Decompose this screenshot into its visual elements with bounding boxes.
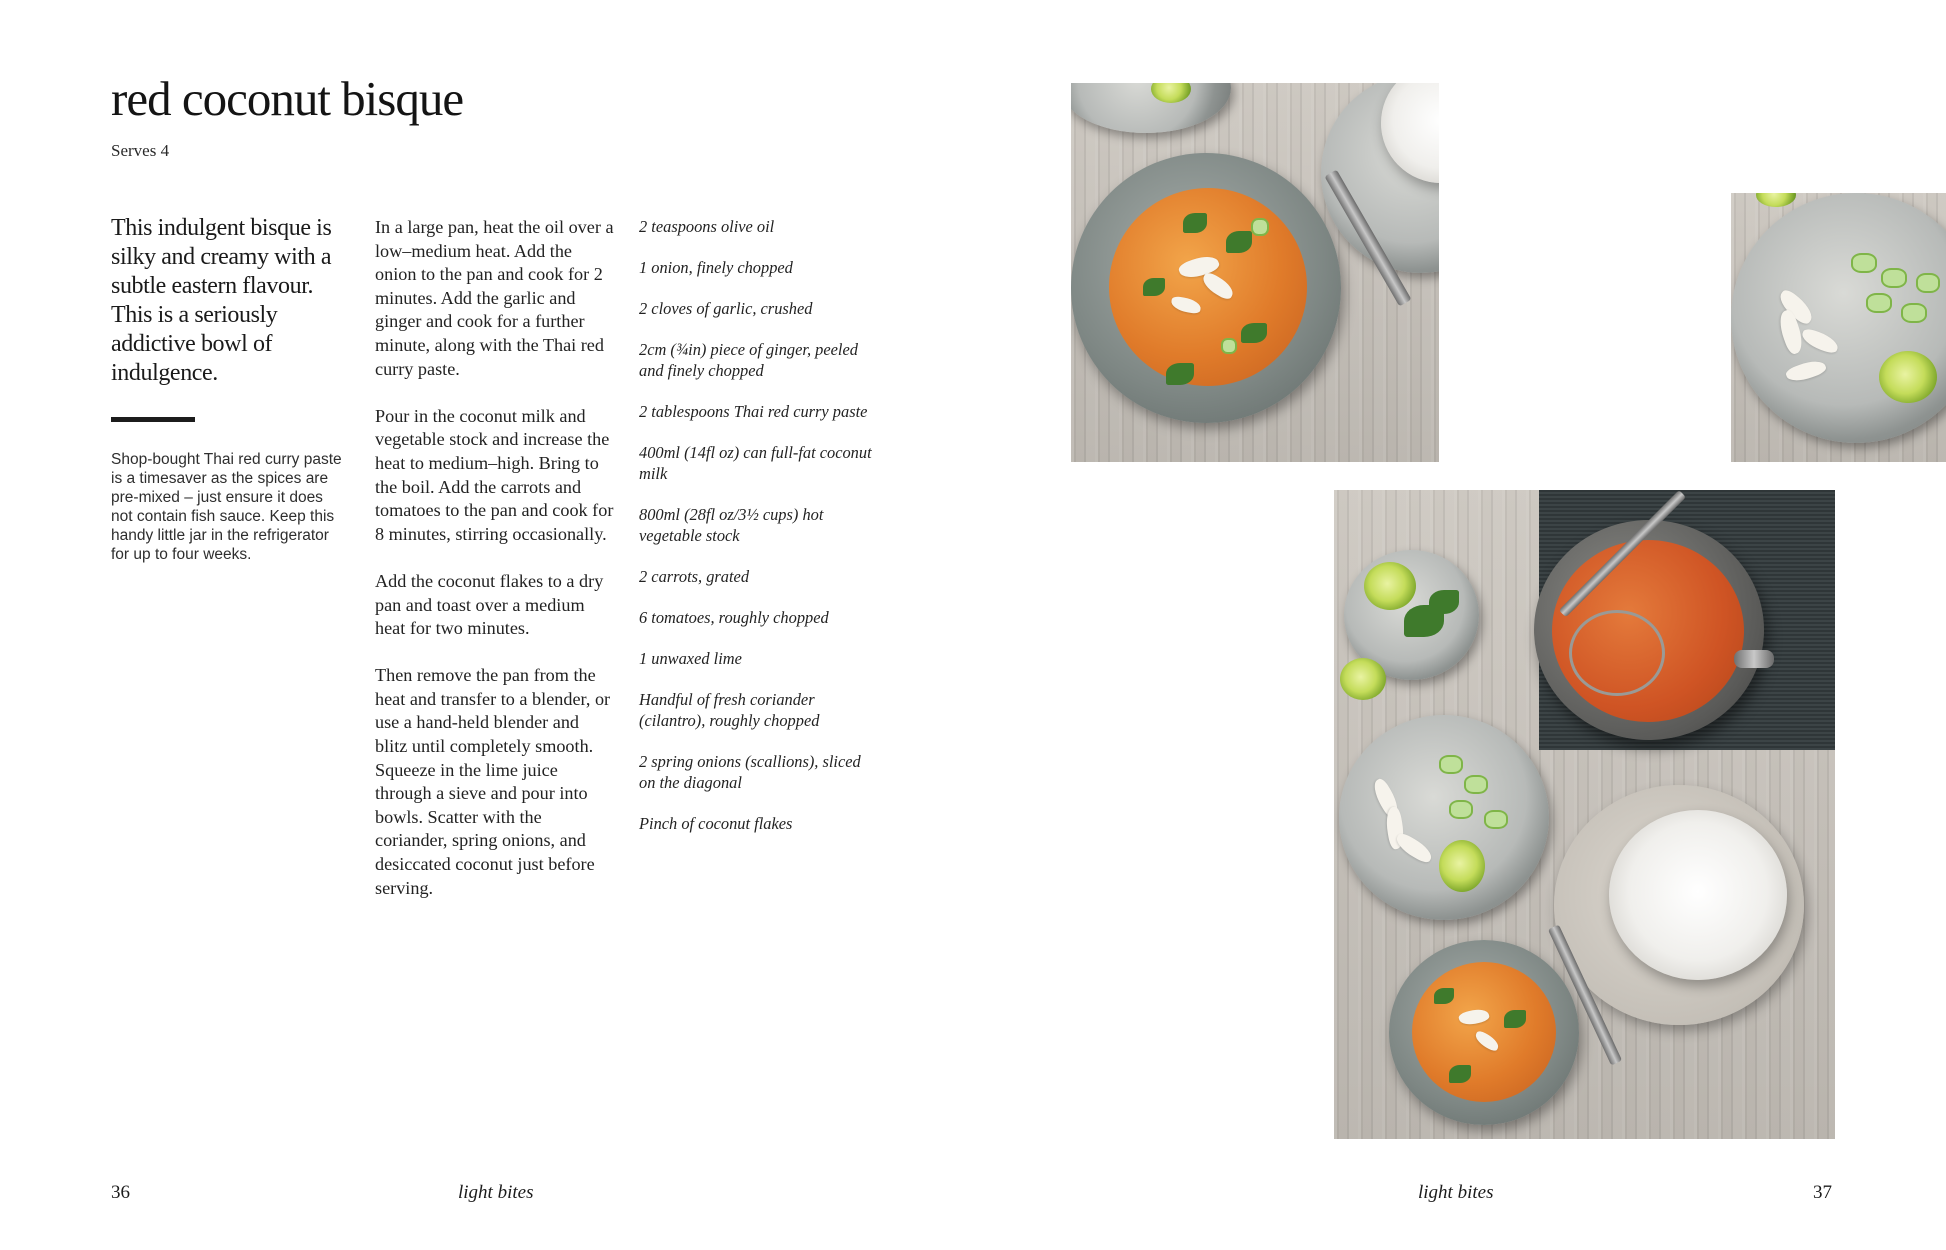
spring-onion-slice <box>1464 775 1488 794</box>
coriander-leaf <box>1434 988 1454 1004</box>
spring-onion-slice <box>1866 293 1892 313</box>
divider-rule <box>111 417 195 422</box>
coriander-leaf <box>1504 1010 1526 1028</box>
coriander-leaf <box>1226 231 1252 253</box>
ingredient-item: 2 cloves of garlic, crushed <box>639 299 813 318</box>
spring-onion-slice <box>1251 218 1269 236</box>
ingredient-item: 2 tablespoons Thai red curry paste <box>639 402 868 421</box>
page-number-left: 36 <box>111 1182 130 1203</box>
lime-icon <box>1340 658 1386 700</box>
ingredient-item: 1 onion, finely chopped <box>639 258 793 277</box>
ingredient-item: 800ml (28fl oz/3½ cups) hot vegetable stock <box>639 505 824 545</box>
ingredient-item: 2cm (¾in) piece of ginger, peeled and finely chopped <box>639 340 858 380</box>
running-head-right: light bites <box>1418 1182 1494 1203</box>
garnish-plate <box>1339 715 1549 920</box>
method-step: Pour in the coconut milk and vegetable stock and increase the heat to medium–high. Bring to the boil. Add the carrots and tomatoes to the pan and cook for 8 minutes, stirring occasionally. <box>375 405 614 544</box>
spring-onion-slice <box>1851 253 1877 273</box>
soup-bowl-photo <box>1071 83 1439 462</box>
lime-icon <box>1439 840 1485 892</box>
ingredient-item: 6 tomatoes, roughly chopped <box>639 608 829 627</box>
recipe-title: red coconut bisque <box>111 71 464 126</box>
pan-handle <box>1734 650 1774 668</box>
coriander-leaf <box>1429 590 1459 614</box>
ingredient-item: Handful of fresh coriander (cilantro), roughly chopped <box>639 690 820 730</box>
spring-onion-slice <box>1916 273 1940 293</box>
spring-onion-slice <box>1221 338 1237 354</box>
method-step: Then remove the pan from the heat and transfer to a blender, or use a hand-held blender and blitz until completely smooth. Squeeze in the lime juice through a sieve and pour into bowls. Scatter with the coriander, spring onions, and desiccated coconut just before serving. <box>375 665 611 898</box>
spring-onion-slice <box>1484 810 1508 829</box>
page-number-right: 37 <box>1813 1182 1832 1203</box>
spring-onion-slice <box>1881 268 1907 288</box>
ingredient-item: 2 spring onions (scallions), sliced on the diagonal <box>639 752 861 792</box>
table-spread-photo <box>1334 490 1835 1139</box>
ladle-bowl <box>1569 610 1665 696</box>
ingredient-item: 400ml (14fl oz) can full-fat coconut milk <box>639 443 872 483</box>
spring-onion-slice <box>1901 303 1927 323</box>
ingredients-list <box>639 216 879 854</box>
empty-bowl <box>1609 810 1787 980</box>
method-step: Add the coconut flakes to a dry pan and toast over a medium heat for two minutes. <box>375 570 604 639</box>
coriander-leaf <box>1183 213 1207 233</box>
coriander-leaf <box>1241 323 1267 343</box>
lime-icon <box>1364 562 1416 610</box>
recipe-intro: This indulgent bisque is silky and creamy with a subtle eastern flavour. This is a seriously addictive bowl of indulgence. <box>111 215 332 386</box>
recipe-tip: Shop-bought Thai red curry paste is a timesaver as the spices are pre-mixed – just ensure it does not contain fish sauce. Keep this handy little jar in the refrigerator for up to four weeks. <box>111 451 342 563</box>
serves-label: Serves 4 <box>111 141 170 160</box>
coriander-leaf <box>1166 363 1194 385</box>
ingredient-item: 2 teaspoons olive oil <box>639 217 775 236</box>
spring-onion-slice <box>1439 755 1463 774</box>
coriander-leaf <box>1143 278 1165 296</box>
lime-icon <box>1756 193 1796 207</box>
lime-icon <box>1879 351 1937 403</box>
ingredient-item: Pinch of coconut flakes <box>639 814 793 833</box>
ingredient-item: 1 unwaxed lime <box>639 649 742 668</box>
ingredient-item: 2 carrots, grated <box>639 567 750 586</box>
running-head-left: light bites <box>458 1182 534 1203</box>
method-column <box>375 216 615 924</box>
coriander-leaf <box>1449 1065 1471 1083</box>
spring-onion-slice <box>1449 800 1473 819</box>
method-step: In a large pan, heat the oil over a low–medium heat. Add the onion to the pan and cook for 2 minutes. Add the garlic and ginger and cook for a further minute, along with the Thai red curry paste. <box>375 217 614 379</box>
garnish-bowl-photo <box>1731 193 1946 462</box>
